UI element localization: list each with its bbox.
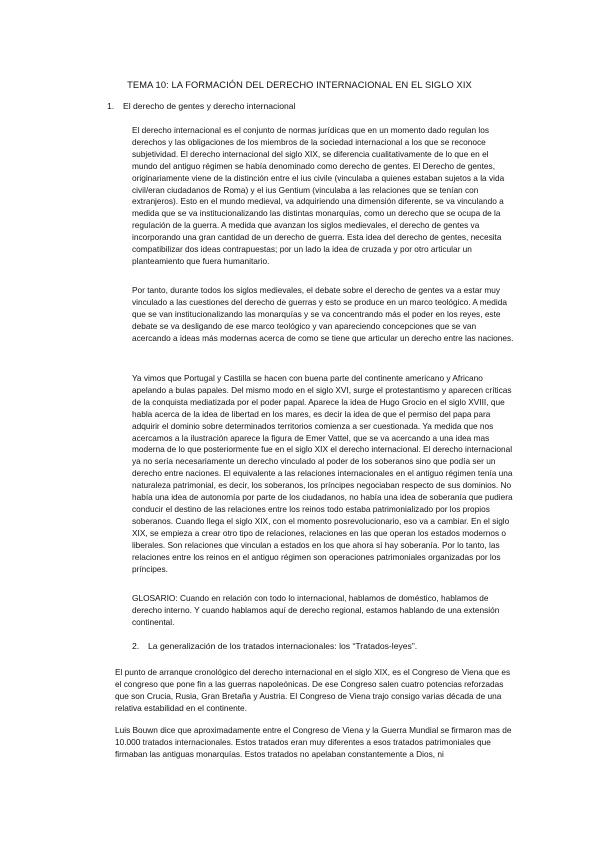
page-title: TEMA 10: LA FORMACIÓN DEL DERECHO INTERNACIONAL EN EL SIGLO XIX <box>127 80 472 90</box>
section-1-number: 1. <box>107 101 115 111</box>
paragraph-5: Luis Bouwn dice que aproximadamente entre el Congreso de Viena y la Guerra Mundial se firmaron mas de 10.000 tratados internacionales. Estos tratados eran muy diferentes a esos tratados patrimoniales que firmaban las antiguas monarquías. Estos tratados no apelaban constantemente a Dios, ni <box>115 725 512 759</box>
section-2-number: 2. <box>132 641 140 651</box>
section-1-heading <box>107 101 295 113</box>
section-2-heading <box>132 641 417 653</box>
paragraph-2: Por tanto, durante todos los siglos medievales, el debate sobre el derecho de gentes va a estar muy vinculado a las cuestiones del derecho de guerras y esto se produce en un marco teológico. A medida que se van institucionalizando las monarquías y se va concentrando más el poder en los reyes, este debate se va desligando de ese marco teológico y van apareciendo concepciones que se van acercando a ideas más modernas acerca de como se tiene que articular un derecho entre las naciones. <box>132 285 514 343</box>
paragraph-1: El derecho internacional es el conjunto de normas jurídicas que en un momento dado regulan los derechos y las obligaciones de los miembros de la sociedad internacional a los que se reconoce subjetividad. El derecho internacional del siglo XIX, se diferencia cualitativamente de lo que en el mundo del antiguo régimen se había denominado como derecho de gentes. El Derecho de gentes, originariamente viene de la distinción entre el ius civile (vinculaba a quienes estaban sujetos a la vida civil/eran ciudadanos de Roma) y el ius Gentium (vinculaba a las relaciones que se tenían con extranjeros). Esto en el mundo medieval, va adquiriendo una dimensión diferente, se va vinculando a medida que se va institucionalizando las distintas monarquías, como un derecho que se ocupa de la regulación de la guerra. A medida que avanzan los siglos medievales, el derecho de gentes va incorporando una gran cantidad de un derecho de guerra. Esta idea del derecho de gentes, necesita compatibilizar dos ideas contrapuestas; por un lado la idea de cruzada y por otro articular un planteamiento que fuera humanitario. <box>132 125 505 266</box>
paragraph-4: El punto de arranque cronológico del derecho internacional en el siglo XIX, es el Congreso de Viena que es el congreso que pone fin a las guerras napoleónicas. De ese Congreso salen cuatro potencias reforzadas que son Crucia, Rusia, Gran Bretaña y Austria. El Congreso de Viena trajo consigo varias década de una relativa estabilidad en el continente. <box>115 667 511 713</box>
glossary-paragraph: GLOSARIO: Cuando en relación con todo lo internacional, hablamos de doméstico, hablamos de derecho interno. Y cuando hablamos aquí de derecho regional, estamos hablando de una extensión continental. <box>132 593 500 627</box>
paragraph-3: Ya vimos que Portugal y Castilla se hacen con buena parte del continente americano y Africano apelando a bulas papales. Del mismo modo en el siglo XVI, surge el protestantismo y aparecen críticas de la conquista mediatizada por el poder papal. Aparece la idea de Hugo Grocio en el siglo XVIII, que habla acerca de la idea de libertad en los mares, es decir la idea de que el permiso del papa para adquirir el dominio sobre determinados territorios comienza a ser cuestionada. Ya medida que nos acercamos a la ilustración aparece la figura de Emer Vattel, que se va acercando a una idea mas moderna de lo que posteriormente fue en el siglo XIX el derecho internacional. El derecho internacional ya no sería necesariamente un derecho vinculado al poder de los soberanos sino que podía ser un derecho entre naciones. El equivalente a las relaciones internacionales en el antiguo régimen tenía una naturaleza patrimonial, es decir, los soberanos, los príncipes negociaban respecto de sus dominios. No había una idea de autonomía por parte de los ciudadanos, no había una idea de soberanía que pudiera conducir el destino de las relaciones entre los reinos todo estaba patrimonializado por los propios soberanos. Cuando llega el siglo XIX, con el momento posrevolucionario, eso va a cambiar. En el siglo XIX, se empieza a crear otro tipo de relaciones, relaciones en las que operan los estados modernos o liberales. Son relaciones que vinculan a estados en los que ahora sí hay soberanía. Por lo tanto, las relaciones entre los reinos en el antiguo régimen son operaciones patrimoniales organizadas por los príncipes. <box>132 373 513 574</box>
section-1-title: El derecho de gentes y derecho internacional <box>123 101 296 111</box>
section-2-title: La generalización de los tratados internacionales: los “Tratados-leyes”. <box>148 641 418 651</box>
